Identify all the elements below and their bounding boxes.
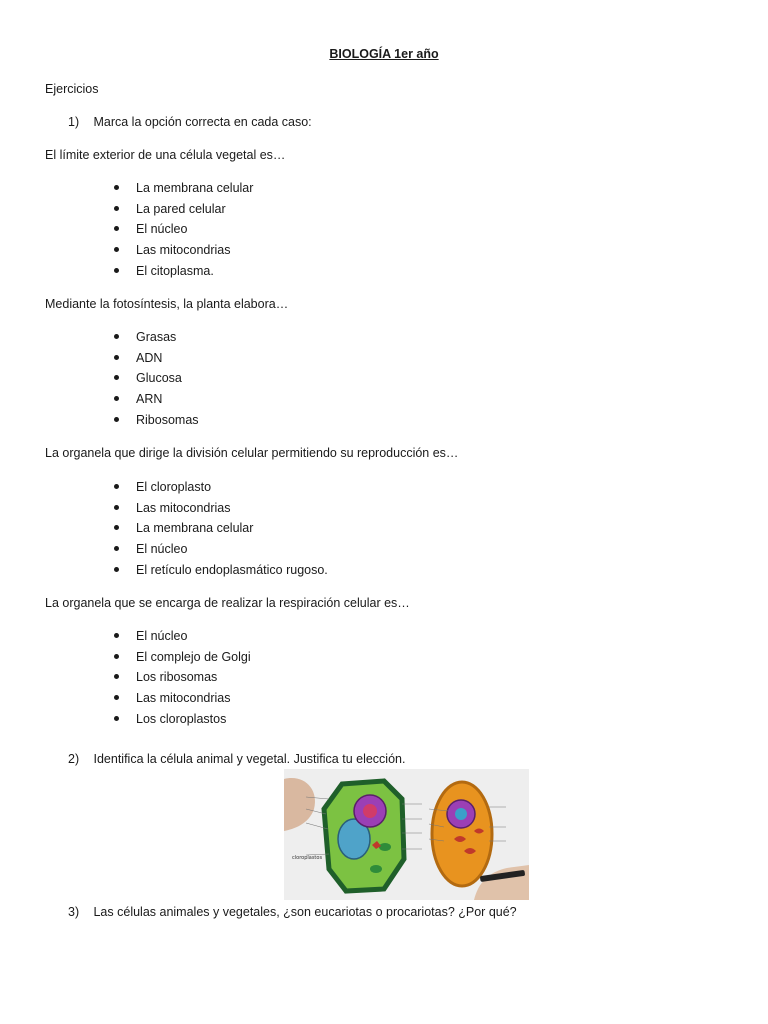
option-item[interactable]: Glucosa xyxy=(114,371,199,392)
exercise-text: Las células animales y vegetales, ¿son eucariotas o procariotas? ¿Por qué? xyxy=(93,905,517,919)
bullet-icon xyxy=(114,633,119,638)
option-item[interactable]: Los cloroplastos xyxy=(114,712,251,733)
bullet-icon xyxy=(114,185,119,190)
option-item[interactable]: El citoplasma. xyxy=(114,264,253,285)
option-item[interactable]: Los ribosomas xyxy=(114,670,251,691)
bullet-icon xyxy=(114,396,119,401)
plant-nucleolus-shape xyxy=(363,804,377,818)
exercise-2 xyxy=(68,752,405,766)
chloroplast-shape xyxy=(379,843,391,851)
exercise-3 xyxy=(68,905,517,919)
option-item[interactable]: El cloroplasto xyxy=(114,480,328,501)
option-item[interactable]: ARN xyxy=(114,392,199,413)
bullet-icon xyxy=(114,226,119,231)
option-item[interactable]: El retículo endoplasmático rugoso. xyxy=(114,563,328,584)
exercise-text: Identifica la célula animal y vegetal. Justifica tu elección. xyxy=(93,752,406,766)
document-title: BIOLOGÍA 1er año xyxy=(329,47,439,61)
question-3-options xyxy=(114,480,328,583)
exercise-number: 1) xyxy=(68,115,80,129)
question-1-options xyxy=(114,181,253,284)
question-1: El límite exterior de una célula vegetal es… xyxy=(45,148,286,162)
bullet-icon xyxy=(114,567,119,572)
bullet-icon xyxy=(114,525,119,530)
bullet-icon xyxy=(114,375,119,380)
option-item[interactable]: La pared celular xyxy=(114,202,253,223)
bullet-icon xyxy=(114,268,119,273)
bullet-icon xyxy=(114,334,119,339)
option-item[interactable]: Las mitocondrias xyxy=(114,243,253,264)
cells-illustration xyxy=(284,769,529,900)
bullet-icon xyxy=(114,484,119,489)
question-2-options xyxy=(114,330,199,433)
option-item[interactable]: Grasas xyxy=(114,330,199,351)
bullet-icon xyxy=(114,206,119,211)
option-item[interactable]: El núcleo xyxy=(114,629,251,650)
chloroplast-label: cloroplastos xyxy=(292,855,323,861)
exercise-number: 2) xyxy=(68,752,80,766)
option-item[interactable]: Las mitocondrias xyxy=(114,691,251,712)
question-4-options xyxy=(114,629,251,732)
bullet-icon xyxy=(114,674,119,679)
bullet-icon xyxy=(114,247,119,252)
option-item[interactable]: Las mitocondrias xyxy=(114,501,328,522)
bullet-icon xyxy=(114,546,119,551)
question-2: Mediante la fotosíntesis, la planta elabora… xyxy=(45,297,289,311)
cell-diagram-image xyxy=(284,769,529,900)
bullet-icon xyxy=(114,355,119,360)
option-item[interactable]: El núcleo xyxy=(114,222,253,243)
option-item[interactable]: Ribosomas xyxy=(114,413,199,434)
bullet-icon xyxy=(114,505,119,510)
question-4: La organela que se encarga de realizar la respiración celular es… xyxy=(45,596,410,610)
bullet-icon xyxy=(114,695,119,700)
animal-cell-shape xyxy=(432,782,492,886)
option-item[interactable]: La membrana celular xyxy=(114,521,328,542)
option-item[interactable]: El complejo de Golgi xyxy=(114,650,251,671)
question-3: La organela que dirige la división celular permitiendo su reproducción es… xyxy=(45,446,459,460)
animal-nucleolus-shape xyxy=(455,808,467,820)
exercise-number: 3) xyxy=(68,905,80,919)
chloroplast-shape xyxy=(370,865,382,873)
bullet-icon xyxy=(114,654,119,659)
section-heading: Ejercicios xyxy=(45,82,99,96)
bullet-icon xyxy=(114,417,119,422)
exercise-1 xyxy=(68,115,312,129)
option-item[interactable]: El núcleo xyxy=(114,542,328,563)
bullet-icon xyxy=(114,716,119,721)
exercise-text: Marca la opción correcta en cada caso: xyxy=(93,115,312,129)
option-item[interactable]: La membrana celular xyxy=(114,181,253,202)
option-item[interactable]: ADN xyxy=(114,351,199,372)
